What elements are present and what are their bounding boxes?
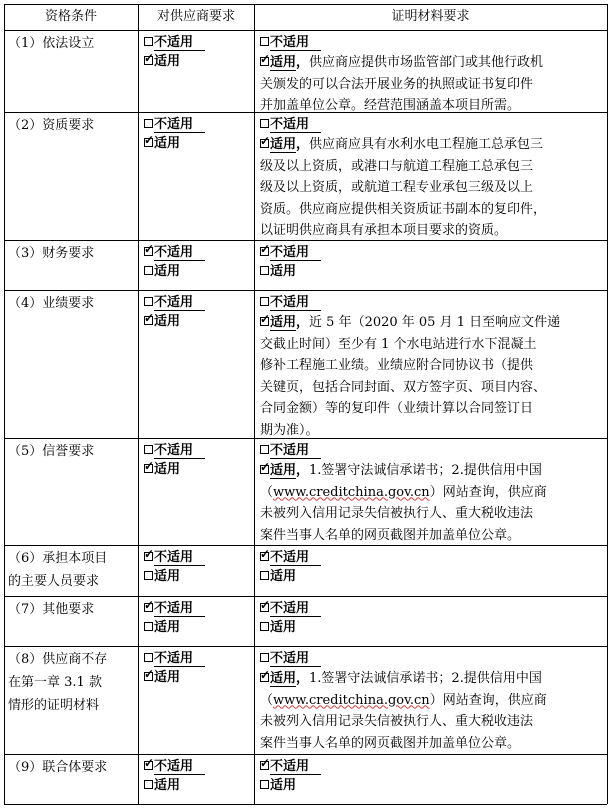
checkbox-label: 不适用 <box>154 245 205 261</box>
proof-applicable-text <box>260 460 542 482</box>
empty-box-icon <box>260 445 269 454</box>
proof-text-line <box>260 177 533 199</box>
proof-not-applicable-checkbox <box>260 599 321 619</box>
supplier-applicable-checkbox <box>144 567 180 587</box>
proof-applicable-checkbox <box>260 137 296 152</box>
checkbox-label: 不适用 <box>270 443 321 459</box>
supplier-not-applicable-checkbox <box>144 649 205 669</box>
checked-box-icon <box>260 139 269 148</box>
condition-label: （1）依法设立 <box>8 36 95 51</box>
proof-text: 以证明供应商具有承担本项目要求的资质。 <box>260 223 508 238</box>
checked-box-icon <box>260 57 269 66</box>
proof-text-line <box>260 156 533 178</box>
proof-text-line <box>260 74 533 96</box>
checkbox-label: 适用 <box>154 314 181 329</box>
checkbox-label: 不适用 <box>270 759 321 775</box>
checked-box-icon <box>260 465 269 474</box>
proof-applicable-checkbox <box>260 262 296 282</box>
checkbox-label: 适用 <box>154 778 181 793</box>
proof-text: 交截止时间）至少有 1 个水电站进行水下混凝土 <box>260 336 537 352</box>
empty-box-icon <box>144 37 153 46</box>
proof-not-applicable-checkbox <box>260 441 321 461</box>
separator: ， <box>296 137 310 152</box>
checked-box-icon <box>144 672 153 681</box>
empty-box-icon <box>260 119 269 128</box>
proof-not-applicable-checkbox <box>260 293 321 313</box>
empty-box-icon <box>144 297 153 306</box>
condition-label: （8）供应商不存 <box>8 652 108 667</box>
proof-applicable-checkbox <box>260 776 296 796</box>
proof-text: 期为准）。 <box>260 422 319 438</box>
proof-applicable-checkbox <box>260 567 296 587</box>
checkbox-label: 适用 <box>270 671 297 686</box>
proof-text-line <box>260 398 533 420</box>
proof-text-line <box>260 503 533 525</box>
checkbox-label: 不适用 <box>154 443 205 459</box>
supplier-not-applicable-checkbox <box>144 757 205 777</box>
checkbox-label: 不适用 <box>154 550 205 566</box>
checkbox-label: 适用 <box>270 55 297 70</box>
empty-box-icon <box>144 119 153 128</box>
empty-box-icon <box>260 297 269 306</box>
proof-applicable-text <box>260 312 560 334</box>
proof-text: 级及以上资质，或港口与航道工程施工总承包三 <box>260 158 534 174</box>
checked-box-icon <box>260 673 269 682</box>
empty-box-icon <box>144 780 153 789</box>
proof-not-applicable-checkbox <box>260 757 321 777</box>
condition-label: （7）其他要求 <box>8 602 95 617</box>
checked-box-icon <box>144 247 153 256</box>
proof-applicable-text <box>260 668 542 690</box>
checked-box-icon <box>144 603 153 612</box>
proof-not-applicable-checkbox <box>260 548 321 568</box>
checkbox-label: 不适用 <box>270 117 321 133</box>
empty-box-icon <box>260 653 269 662</box>
checkbox-label: 适用 <box>154 670 181 685</box>
checkbox-label: 不适用 <box>270 245 321 261</box>
proof-text-line <box>260 199 546 221</box>
proof-applicable-checkbox <box>260 315 296 330</box>
proof-text: 未被列入信用记录失信被执行人、重大税收违法 <box>260 506 534 521</box>
supplier-not-applicable-checkbox <box>144 243 205 263</box>
checked-box-icon <box>144 56 153 65</box>
proof-text-line <box>260 377 546 399</box>
website-url: www.creditchina.gov.cn <box>273 484 430 500</box>
checkbox-label: 适用 <box>270 620 297 635</box>
supplier-not-applicable-checkbox <box>144 441 205 461</box>
proof-not-applicable-checkbox <box>260 115 321 135</box>
proof-not-applicable-checkbox <box>260 243 321 263</box>
empty-box-icon <box>144 622 153 631</box>
checkbox-label: 不适用 <box>154 759 205 775</box>
supplier-not-applicable-checkbox <box>144 599 205 619</box>
checked-box-icon <box>260 317 269 326</box>
empty-box-icon <box>260 266 269 275</box>
condition-label: （3）财务要求 <box>8 246 95 261</box>
checkbox-label: 适用 <box>270 315 297 330</box>
table-column-divider <box>254 4 255 804</box>
table-row-divider <box>4 4 607 5</box>
proof-text-line <box>260 420 319 442</box>
proof-applicable-text <box>260 52 543 74</box>
supplier-not-applicable-checkbox <box>144 33 205 53</box>
checked-box-icon <box>260 247 269 256</box>
checkbox-label: 适用 <box>270 463 297 478</box>
website-url: www.creditchina.gov.cn <box>273 692 430 708</box>
header-supplier-requirement: 对供应商要求 <box>156 9 235 24</box>
table-row-divider <box>4 30 607 31</box>
empty-box-icon <box>144 266 153 275</box>
proof-text: 关键页，包括合同封面、双方签字页、项目内容、 <box>260 379 547 395</box>
checkbox-label: 不适用 <box>270 295 321 311</box>
checkbox-label: 适用 <box>154 264 181 279</box>
checked-box-icon <box>144 761 153 770</box>
checkbox-label: 适用 <box>270 569 297 584</box>
checked-box-icon <box>144 552 153 561</box>
table-column-divider <box>138 4 139 804</box>
header-condition: 资格条件 <box>44 9 97 24</box>
proof-text-line <box>260 220 507 242</box>
proof-text: 1.签署守法诚信承诺书；2.提供信用中国 <box>309 463 542 478</box>
table-row-divider <box>4 646 607 647</box>
checkbox-label: 适用 <box>154 620 181 635</box>
checkbox-label: 适用 <box>270 778 297 793</box>
supplier-applicable-checkbox <box>144 312 180 332</box>
proof-applicable-checkbox <box>260 55 296 70</box>
checkbox-label: 适用 <box>154 462 181 477</box>
empty-box-icon <box>144 571 153 580</box>
table-column-divider <box>607 4 608 804</box>
proof-text-line <box>260 482 547 504</box>
supplier-applicable-checkbox <box>144 668 180 688</box>
empty-box-icon <box>260 571 269 580</box>
checkbox-label: 不适用 <box>270 651 321 667</box>
proof-text: 级及以上资质，或航道工程专业承包三级及以上 <box>260 180 534 195</box>
checkbox-label: 不适用 <box>154 35 205 51</box>
supplier-not-applicable-checkbox <box>144 115 205 135</box>
empty-box-icon <box>260 780 269 789</box>
condition-label: （6）承担本项目 <box>8 551 108 566</box>
proof-text-line <box>260 334 537 356</box>
table-row-divider <box>4 804 607 805</box>
header-proof-requirement: 证明材料要求 <box>391 9 470 24</box>
supplier-not-applicable-checkbox <box>144 293 205 313</box>
proof-applicable-checkbox <box>260 618 296 638</box>
checked-box-icon <box>260 552 269 561</box>
empty-box-icon <box>260 37 269 46</box>
separator: ， <box>296 55 310 70</box>
checkbox-label: 不适用 <box>154 117 205 133</box>
checked-box-icon <box>144 316 153 325</box>
checked-box-icon <box>260 603 269 612</box>
proof-applicable-text <box>260 134 543 156</box>
checkbox-label: 不适用 <box>154 295 205 311</box>
proof-text: 修补工程施工业绩。业绩应附合同协议书（提供 <box>260 358 534 373</box>
proof-text-line <box>260 525 520 547</box>
condition-label: 的主要人员要求 <box>8 574 100 589</box>
empty-box-icon <box>144 653 153 662</box>
separator: ， <box>296 315 310 330</box>
proof-text-line <box>260 711 533 733</box>
checkbox-label: 适用 <box>154 569 181 584</box>
proof-text: 案件当事人名单的网页截图并加盖单位公章。 <box>260 527 521 543</box>
proof-text-line <box>260 95 520 117</box>
condition-label: （9）联合体要求 <box>8 760 108 775</box>
table-row-divider <box>4 290 607 291</box>
proof-text: （www.creditchina.gov.cn）网站查询，供应商 <box>260 484 547 500</box>
proof-text: 供应商应提供市场监管部门或其他行政机 <box>309 55 544 70</box>
supplier-applicable-checkbox <box>144 262 180 282</box>
checkbox-label: 不适用 <box>270 601 321 617</box>
condition-label: （2）资质要求 <box>8 118 95 133</box>
checkbox-label: 适用 <box>154 136 181 151</box>
proof-text-line <box>260 690 547 712</box>
proof-text: 关颁发的可以合法开展业务的执照或证书复印件 <box>260 76 534 92</box>
proof-text: 供应商应具有水利水电工程施工总承包三 <box>309 137 544 152</box>
proof-text: 近 5 年（2020 年 05 月 1 日至响应文件递 <box>309 315 561 330</box>
proof-text: 1.签署守法诚信承诺书；2.提供信用中国 <box>309 671 542 686</box>
separator: ， <box>296 463 310 478</box>
checkbox-label: 适用 <box>154 54 181 69</box>
supplier-applicable-checkbox <box>144 52 180 72</box>
checked-box-icon <box>144 464 153 473</box>
table-column-divider <box>4 4 5 804</box>
checked-box-icon <box>260 761 269 770</box>
checkbox-label: 适用 <box>270 137 297 152</box>
checkbox-label: 适用 <box>270 264 297 279</box>
empty-box-icon <box>260 622 269 631</box>
supplier-applicable-checkbox <box>144 776 180 796</box>
checkbox-label: 不适用 <box>270 550 321 566</box>
table-row-divider <box>4 596 607 597</box>
checkbox-label: 不适用 <box>270 35 321 51</box>
supplier-applicable-checkbox <box>144 134 180 154</box>
empty-box-icon <box>144 445 153 454</box>
proof-text: 资质。供应商应提供相关资质证书副本的复印件， <box>260 201 547 217</box>
checkbox-label: 不适用 <box>154 601 205 617</box>
condition-label: （4）业绩要求 <box>8 296 95 311</box>
supplier-applicable-checkbox <box>144 460 180 480</box>
proof-applicable-checkbox <box>260 671 296 686</box>
proof-not-applicable-checkbox <box>260 649 321 669</box>
checkbox-label: 不适用 <box>154 651 205 667</box>
checked-box-icon <box>144 138 153 147</box>
separator: ， <box>296 671 310 686</box>
proof-text: 未被列入信用记录失信被执行人、重大税收违法 <box>260 714 534 729</box>
proof-not-applicable-checkbox <box>260 33 321 53</box>
condition-label: （5）信誉要求 <box>8 444 95 459</box>
supplier-applicable-checkbox <box>144 618 180 638</box>
proof-text: （www.creditchina.gov.cn）网站查询，供应商 <box>260 692 547 708</box>
proof-text-line <box>260 733 520 755</box>
condition-label: 在第一章 3.1 款 <box>8 675 102 690</box>
proof-text-line <box>260 355 533 377</box>
supplier-not-applicable-checkbox <box>144 548 205 568</box>
proof-text: 并加盖单位公章。经营范围涵盖本项目所需。 <box>260 98 521 113</box>
condition-label: 情形的证明材料 <box>8 698 100 713</box>
proof-applicable-checkbox <box>260 463 296 478</box>
proof-text: 案件当事人名单的网页截图并加盖单位公章。 <box>260 735 521 751</box>
proof-text: 合同金额）等的复印件（业绩计算以合同签订日 <box>260 401 534 416</box>
